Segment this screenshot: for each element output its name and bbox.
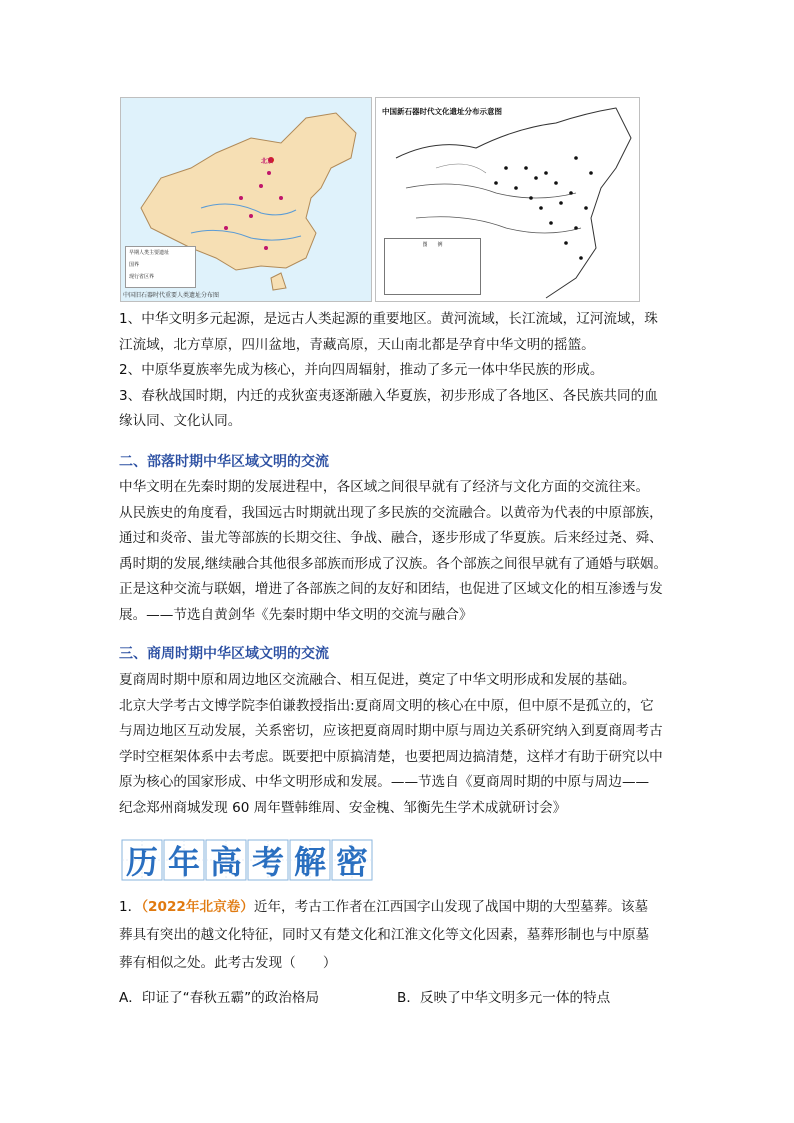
right-map-title: 中国新石器时代文化遗址分布示意图 (382, 107, 502, 116)
section-heading-shang-zhou: 三、商周时期中华区域文明的交流 (119, 646, 329, 662)
map-city-label: 北京 (261, 158, 274, 165)
banner-char: 高 (209, 843, 243, 881)
text-line: 缘认同、文化认同。 (119, 413, 242, 429)
text-line: 从民族史的角度看，我国远古时期就出现了多民族的交流融合。以黄帝为代表的中原部族， (119, 504, 663, 521)
banner-char: 密 (335, 843, 369, 881)
origin-summary (119, 307, 679, 435)
right-map-legend (384, 238, 481, 295)
text-line: 夏商周时期中原和周边地区交流融合、相互促进，奠定了中华文明形成和发展的基础。 (119, 672, 636, 688)
option-a[interactable]: A．印证了“春秋五霸”的政治格局 (119, 990, 320, 1006)
left-map-caption: 中国旧石器时代重要人类遗址分布图 (123, 292, 220, 299)
past-exams-banner (121, 838, 377, 884)
text-line: 与周边地区互动发展，关系密切，应该把夏商周时期中原与周边关系研究纳入到夏商周考古 (119, 723, 663, 739)
text-line: 1、中华文明多元起源，是远古人类起源的重要地区。黄河流域，长江流域，辽河流域，珠 (119, 311, 658, 327)
banner-char: 解 (293, 843, 327, 881)
text-line: 禹时期的发展,继续融合其他很多部族而形成了汉族。各个部族之间很早就有了通婚与联姻。 (119, 555, 668, 572)
text-line: 正是这种交流与联姻，增进了各部族之间的友好和团结，也促进了区域文化的相互渗透与发 (119, 581, 663, 597)
text-line: 2、中原华夏族率先成为核心，并向四周辐射，推动了多元一体中华民族的形成。 (119, 362, 604, 378)
text-line: 原为核心的国家形成、中华文明形成和发展。——节选自《夏商周时期的中原与周边—— (119, 774, 650, 790)
question-1 (119, 893, 699, 977)
question-number: 1． (119, 899, 142, 915)
banner-grid (121, 838, 377, 884)
question-line: 葬有相似之处。此考古发现（ ） (119, 955, 337, 971)
text-line: 通过和炎帝、蚩尤等部族的长期交往、争战、融合，逐步形成了华夏族。后来经过尧、舜、 (119, 530, 663, 546)
banner-char: 考 (251, 843, 285, 881)
text-line: 江流域，北方草原，四川盆地，青藏高原，天山南北都是孕育中华文明的摇篮。 (119, 336, 595, 353)
text-line: 3、春秋战国时期，内迁的戎狄蛮夷逐渐融入华夏族，初步形成了各地区、各民族共同的血 (119, 387, 658, 404)
banner-char: 历 (125, 843, 159, 881)
text-line: 学时空框架体系中去考虑。既要把中原搞清楚，也要把周边搞清楚，这样才有助于研究以中 (119, 748, 663, 765)
paleolithic-sites-map (120, 97, 372, 302)
text-line: 北京大学考古文博学院李伯谦教授指出:夏商周文明的核心在中原，但中原不是孤立的，它 (119, 697, 654, 714)
map-figures (120, 97, 640, 302)
question-line: 葬具有突出的越文化特征，同时又有楚文化和江淮文化等文化因素，墓葬形制也与中原墓 (119, 927, 650, 943)
text-line: 中华文明在先秦时期的发展进程中，各区域之间很早就有了经济与文化方面的交流往来。 (119, 479, 650, 495)
legend-item: 国界 (129, 262, 140, 268)
text-line: 展。——节选自黄剑华《先秦时期中华文明的交流与融合》 (119, 606, 473, 623)
section-heading-tribal: 二、部落时期中华区域文明的交流 (119, 454, 329, 470)
section-shang-zhou-text (119, 668, 679, 821)
legend-item: 早期人类主要遗址 (129, 250, 170, 256)
question-source: （2022年北京卷） (141, 899, 254, 915)
question-line (119, 893, 699, 921)
banner-char: 年 (167, 843, 201, 881)
left-map-legend (125, 246, 196, 288)
neolithic-sites-map (375, 97, 640, 302)
section-tribal-text (119, 475, 679, 628)
option-b[interactable]: B．反映了中华文明多元一体的特点 (397, 990, 611, 1006)
question-text: 近年，考古工作者在江西国字山发现了战国中期的大型墓葬。该墓 (253, 899, 649, 915)
legend-item: 现行省区界 (129, 274, 155, 280)
legend-title: 图 例 (422, 242, 443, 248)
text-line: 纪念郑州商城发现 60 周年暨韩维周、安金槐、邹衡先生学术成就研讨会》 (119, 799, 567, 816)
